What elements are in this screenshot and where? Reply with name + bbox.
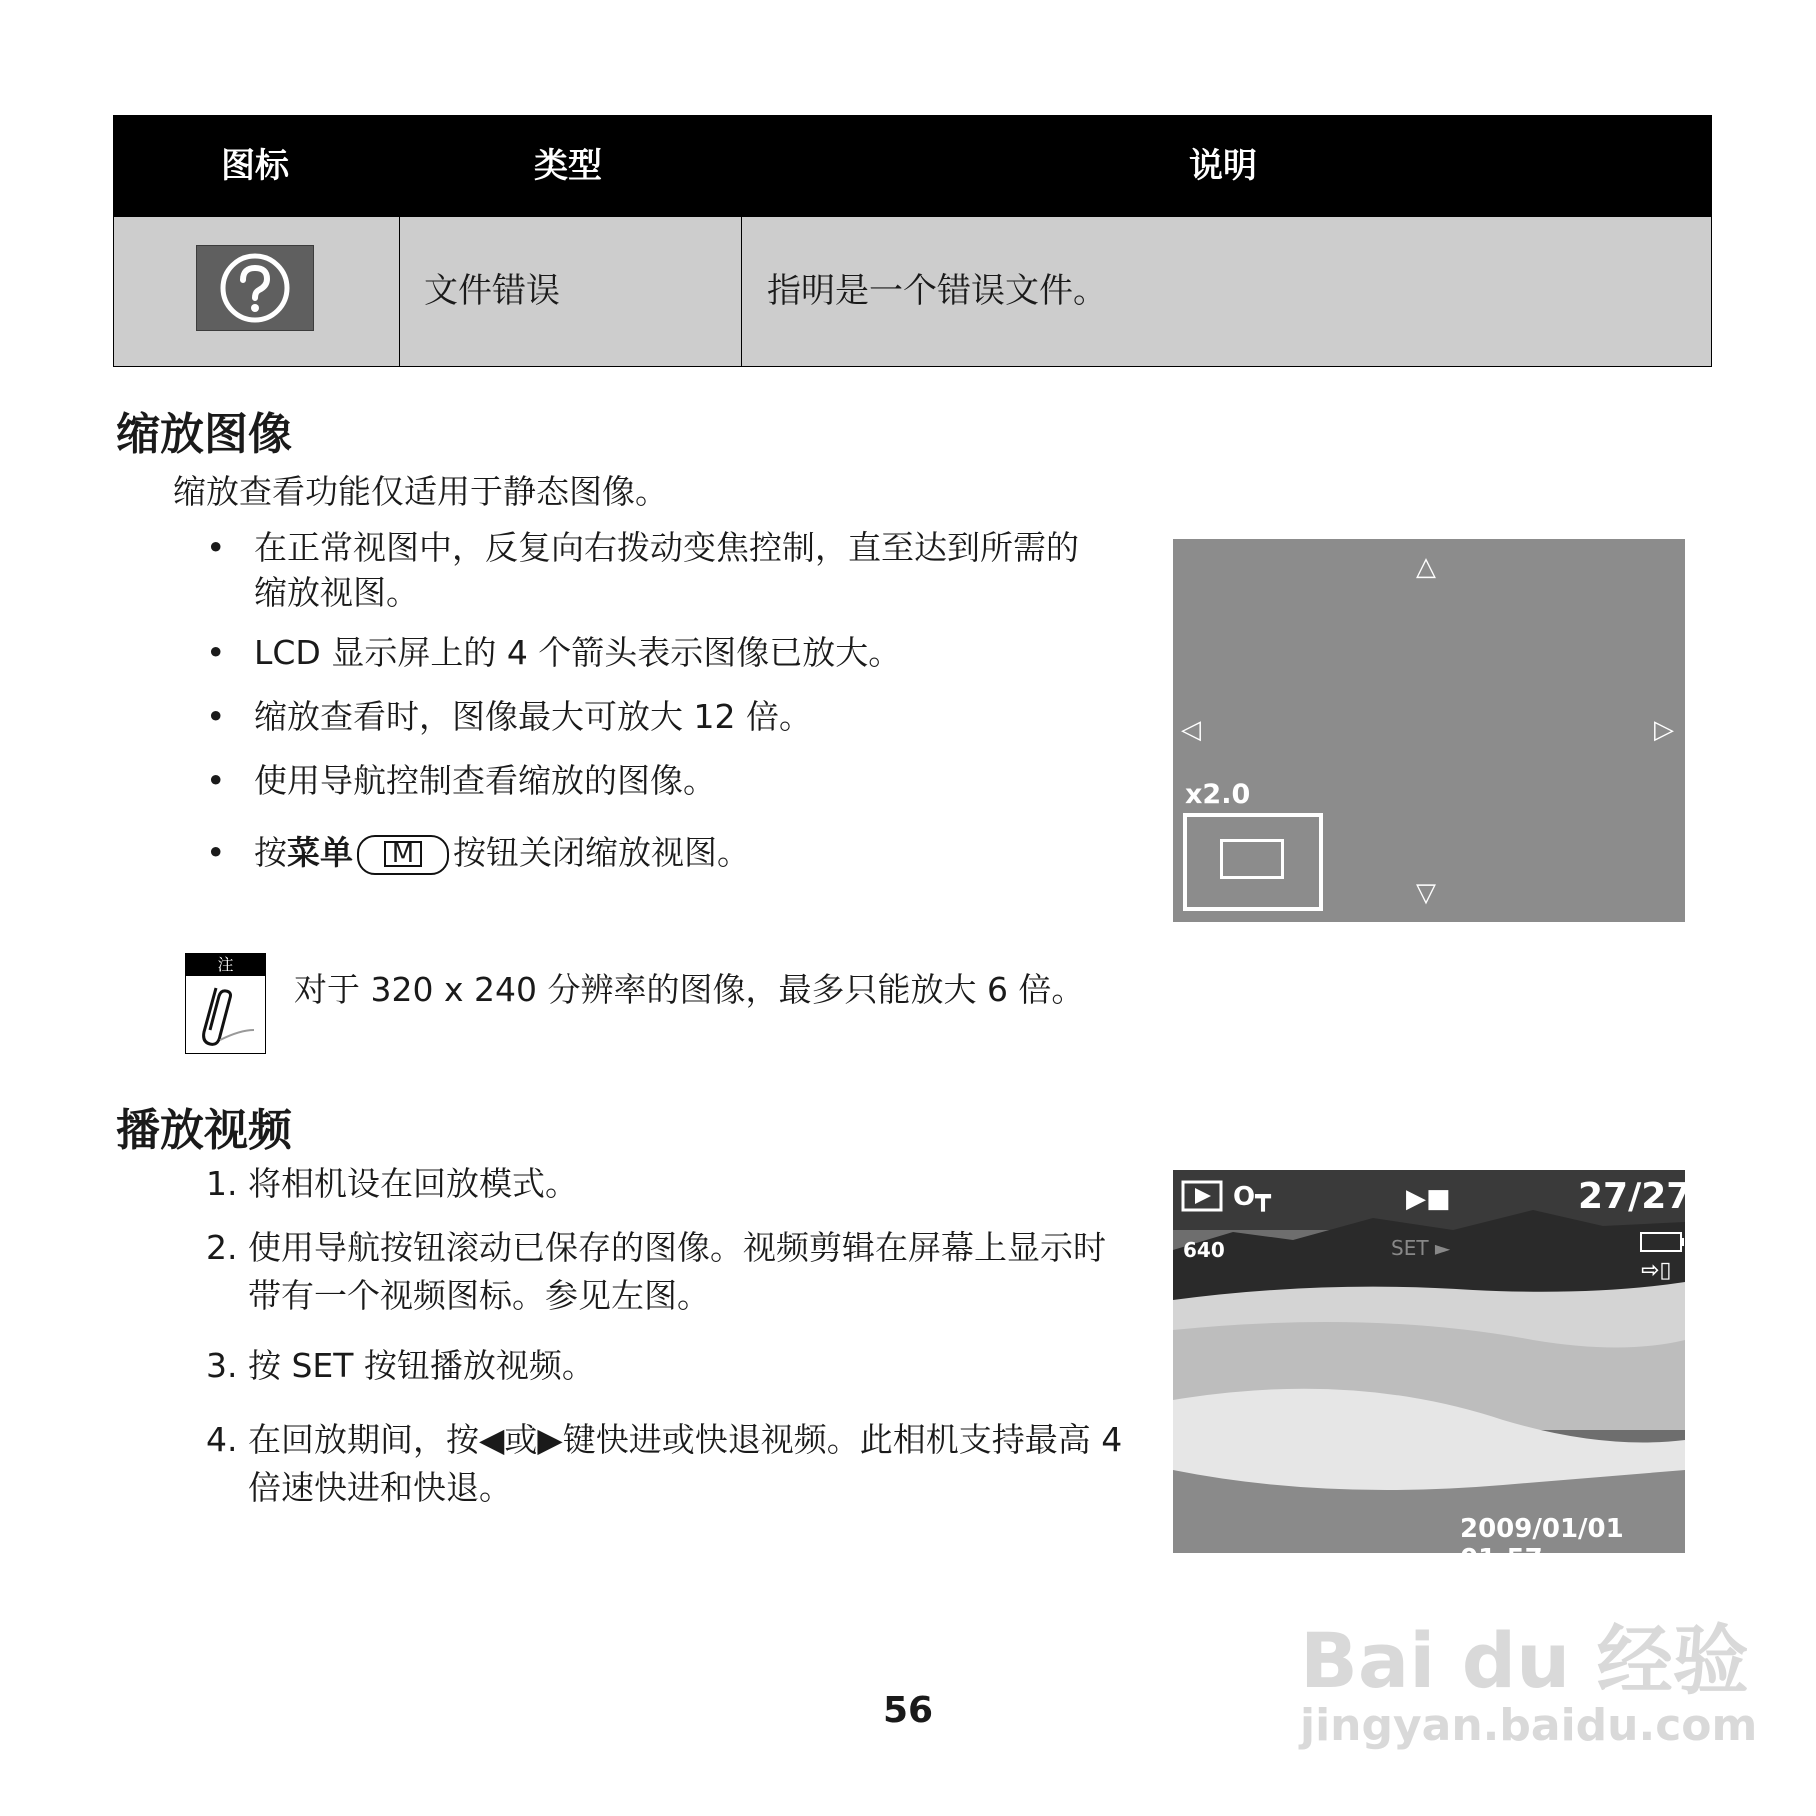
list-item: 3. 按 SET 按钮播放视频。 [206, 1346, 595, 1385]
zoom-viewport [1220, 839, 1284, 879]
header-desc: 说明 [1189, 146, 1257, 186]
memory-card-icon: ⇨▯ [1641, 1258, 1672, 1283]
section-title-zoom: 缩放图像 [116, 409, 292, 460]
zoom-navigator [1183, 813, 1323, 911]
note-text: 对于 320 x 240 分辨率的图像，最多只能放大 6 倍。 [294, 970, 1085, 1009]
list-item: 4. 在回放期间，按◀或▶键快进或快退视频。此相机支持最高 4 倍速快进和快退。 [206, 1420, 1123, 1507]
watermark-logo: Bai du 经验 [1300, 1616, 1749, 1705]
list-item: • 在正常视图中，反复向右拨动变焦控制，直至达到所需的缩放视图。 [206, 528, 1079, 612]
watermark-url: jingyan.baidu.com [1300, 1700, 1758, 1751]
zoom-intro: 缩放查看功能仅适用于静态图像。 [173, 472, 668, 511]
table-row [114, 217, 1711, 366]
zoom-lcd-screen [1173, 539, 1685, 922]
icon-table [113, 115, 1712, 367]
list-item: 2. 使用导航按钮滚动已保存的图像。视频剪辑在屏幕上显示时带有一个视频图标。参见左图。 [206, 1228, 1106, 1315]
question-mark-icon [196, 245, 314, 331]
frame-counter: 27/27 [1578, 1176, 1692, 1217]
section-title-video: 播放视频 [116, 1105, 292, 1156]
list-item: • LCD 显示屏上的 4 个箭头表示图像已放大。 [206, 633, 902, 672]
video-lcd-screen [1173, 1170, 1692, 1574]
arrow-left-icon: ◁ [1181, 715, 1201, 745]
zoom-level: x2.0 [1185, 779, 1251, 810]
page-number: 56 [882, 1690, 934, 1731]
video-camera-icon: ▶■ [1406, 1184, 1451, 1214]
arrow-down-icon: ▽ [1416, 878, 1436, 908]
table-header [114, 116, 1711, 217]
header-type: 类型 [534, 146, 602, 186]
list-item: 1. 将相机设在回放模式。 [206, 1164, 578, 1203]
resolution-label: 640 [1183, 1238, 1225, 1262]
note-icon: 注 [185, 953, 266, 1054]
row-type: 文件错误 [424, 271, 560, 311]
list-item: • 缩放查看时，图像最大可放大 12 倍。 [206, 697, 812, 736]
protect-key-icon: O┳ [1233, 1182, 1271, 1212]
menu-button-icon: M [357, 835, 449, 875]
arrow-right-icon: ▷ [1654, 715, 1674, 745]
date-time: 2009/01/01 01:57 [1460, 1514, 1624, 1574]
list-item-menu: • 按菜单 M 按钮关闭缩放视图。 [254, 830, 1154, 875]
desert-photo [1173, 1170, 1685, 1553]
set-hint: SET ► [1391, 1236, 1451, 1260]
row-desc: 指明是一个错误文件。 [767, 271, 1107, 311]
arrow-up-icon: △ [1416, 552, 1436, 582]
list-item: • 使用导航控制查看缩放的图像。 [206, 761, 716, 800]
header-icon: 图标 [221, 146, 289, 186]
paperclip-icon [190, 980, 260, 1050]
